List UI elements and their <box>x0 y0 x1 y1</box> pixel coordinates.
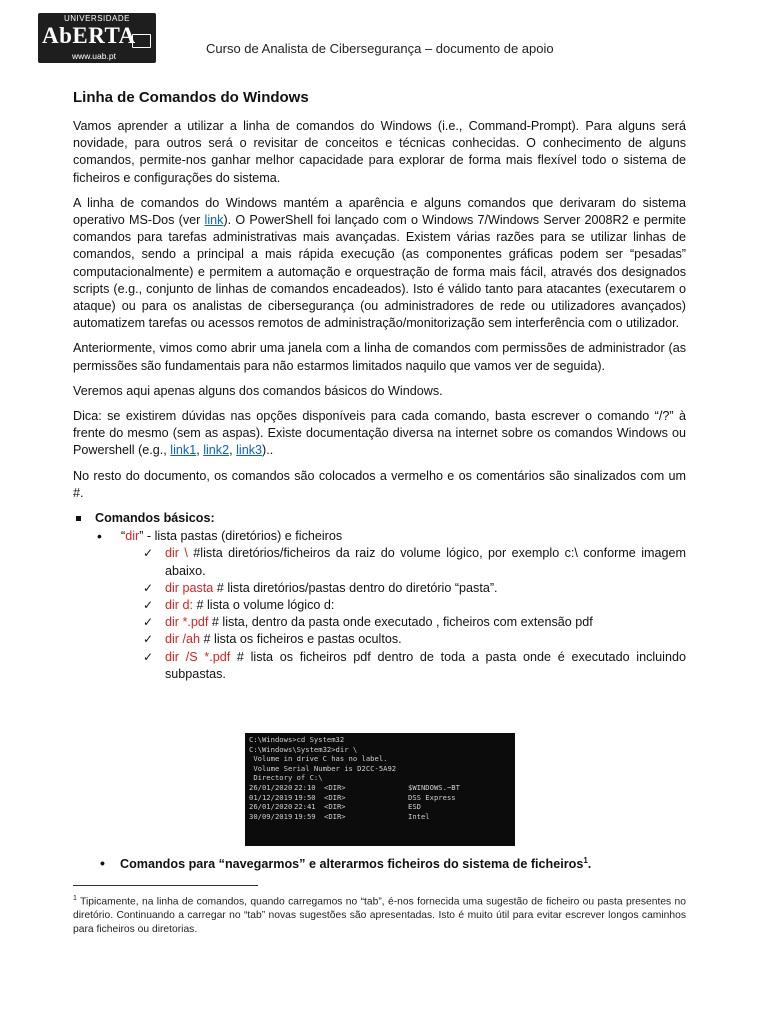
uab-logo <box>38 13 156 63</box>
row-time: 19:50 <box>294 792 316 802</box>
paragraph-basic: Veremos aqui apenas alguns dos comandos básicos do Windows. <box>73 383 443 398</box>
checkmark-icon: ✓ <box>143 546 154 561</box>
paragraph-text: A linha de comandos do Windows mantém a aparência e alguns comandos que derivaram do sistema operativo MS-Dos (ver <box>73 195 686 228</box>
paragraph-text: ). O PowerShell foi lançado com o Windows 7/Windows Server 2008R2 e permite comandos para tarefas administrativas mais avançadas. Existem várias razões para se utilizar linhas de comandos, sendo a principal a mais rápida execução (as componentes gráficas podem ser “pesadas” computacionalmente) e permitem a automação e orquestração de forma mais fácil, através dos designados scripts (e.g., conjunto de linhas de comandos encadeados). Isto é válido tanto para atacantes (executarem o ataque) ou para os analistas de cibersegurança (ou administradores de rede ou utilizadores avançados) automatizem tarefas ou acessos remotos de administração/monitorização sem interferência com o utilizador. <box>73 213 686 331</box>
row-type: <DIR> <box>324 811 346 821</box>
comment: # lista diretórios/pastas dentro do diretório “pasta”. <box>213 580 498 595</box>
command: dir /S *.pdf <box>165 649 231 664</box>
command: dir d: <box>165 598 193 613</box>
terminal-line: Directory of C:\ <box>249 773 323 783</box>
bullet-icon: • <box>100 855 105 871</box>
terminal-row <box>249 793 511 803</box>
msdos-link[interactable]: link <box>204 213 224 228</box>
heading-label: Comandos para “navegarmos” e alterarmos ficheiros do sistema de ficheiros <box>120 857 584 872</box>
terminal-row <box>249 783 511 793</box>
dir-item <box>73 528 686 545</box>
logo-name: AbERTA <box>42 23 136 48</box>
comment: # lista, dentro da pasta onde executado , ficheiros com extensão pdf <box>208 615 593 630</box>
paragraph-text: Dica: se existirem dúvidas nas opções disponíveis para cada comando, basta escrever o comando “/?” à frente do mesmo (sem as aspas). Existe documentação diversa na internet sobre os comandos Windows ou Powershell (e.g., <box>73 409 686 458</box>
paragraph-admin: Anteriormente, vimos como abrir uma janela com a linha de comandos com permissões de administrador (as permissões são fundamentais para não estarmos limitados naquilo que vamos ver de seguida). <box>73 341 686 373</box>
row-name: DSS Express <box>408 792 456 802</box>
row-type: <DIR> <box>324 792 346 802</box>
row-time: 22:41 <box>294 802 316 812</box>
footnote <box>73 892 686 937</box>
command: dir \ <box>165 546 188 561</box>
logo-url: www.uab.pt <box>72 51 116 61</box>
quote: “ <box>121 529 126 544</box>
row-date: 01/12/2019 <box>249 792 293 802</box>
nav-commands-heading <box>100 856 591 871</box>
paragraph-tip <box>73 408 686 460</box>
separator: , <box>229 443 237 458</box>
terminal-line: Volume in drive C has no label. <box>249 754 388 764</box>
row-name: Intel <box>408 811 430 821</box>
list-item <box>73 597 686 614</box>
list-item <box>73 631 686 648</box>
list-item <box>73 649 686 683</box>
bullet-icon: • <box>97 528 102 545</box>
comment: # lista o volume lógico d: <box>193 598 335 613</box>
comment: # lista os ficheiros e pastas ocultos. <box>200 632 402 647</box>
comment: # lista os ficheiros pdf dentro de toda a pasta onde é executado incluindo subpastas. <box>165 649 686 681</box>
dir-description: ” - lista pastas (diretórios) e ficheiros <box>139 529 343 544</box>
row-time: 19:59 <box>294 811 316 821</box>
heading-label: Comandos básicos: <box>95 511 215 526</box>
comment: #lista diretórios/ficheiros da raiz do volume lógico, por exemplo c:\ conforme imagem abaixo. <box>165 546 686 578</box>
checkmark-icon: ✓ <box>143 580 154 595</box>
list-item <box>73 580 686 597</box>
command: dir *.pdf <box>165 615 209 630</box>
page-title: Linha de Comandos do Windows <box>73 89 309 106</box>
dir-command: dir <box>125 529 140 544</box>
command: dir pasta <box>165 580 214 595</box>
separator: , <box>196 443 204 458</box>
footnote-mark: 1 <box>73 895 77 902</box>
command: dir /ah <box>165 632 201 647</box>
terminal-screenshot <box>245 733 515 846</box>
doc-link-2[interactable]: link2 <box>203 443 230 458</box>
footnote-divider <box>73 885 258 886</box>
row-type: <DIR> <box>324 782 346 792</box>
dir-examples-list <box>73 545 686 683</box>
paragraph-history <box>73 195 686 333</box>
row-date: 26/01/2020 <box>249 782 293 792</box>
footnote-ref: 1 <box>583 856 588 865</box>
square-bullet-icon <box>76 516 81 521</box>
logo-university: UNIVERSIDADE <box>63 14 130 23</box>
terminal-row <box>249 812 511 822</box>
terminal-line: C:\Windows>cd System32 <box>249 735 345 744</box>
row-date: 26/01/2020 <box>249 802 293 812</box>
paragraph-conventions: No resto do documento, os comandos são colocados a vermelho e os comentários são sinalizados com um #. <box>73 468 686 500</box>
checkmark-icon: ✓ <box>143 649 154 664</box>
terminal-line: Volume Serial Number is D2CC-5A92 <box>249 763 397 773</box>
list-item <box>73 614 686 631</box>
list-item <box>73 545 686 579</box>
checkmark-icon: ✓ <box>143 615 154 630</box>
footnote-text: Tipicamente, na linha de comandos, quando carregamos no “tab”, é-nos fornecida uma sugestão de ficheiro ou pasta presentes no diretório. Continuando a carregar no “tab” novas sugestões são apresentadas. Isto é muito útil para evitar escrever longos caminhos para ficheiros ou diretorias. <box>73 896 686 936</box>
row-time: 22:10 <box>294 782 316 792</box>
row-name: $WINDOWS.~BT <box>408 782 460 792</box>
document-body <box>73 88 686 683</box>
doc-link-3[interactable]: link3 <box>236 443 263 458</box>
checkmark-icon: ✓ <box>143 632 154 647</box>
paragraph-intro: Vamos aprender a utilizar a linha de comandos do Windows (i.e., Command-Prompt). Para alguns será novidade, para outros será o revisitar de conceitos e técnicas conhecidas. O conhecimento de alguns comandos, permite-nos ganhar melhor capacidade para explorar de forma mais flexível todo o sistema de ficheiros e configurações do sistema. <box>73 119 686 185</box>
row-name: ESD <box>408 802 421 812</box>
header-title: Curso de Analista de Cibersegurança – documento de apoio <box>206 41 554 56</box>
checkmark-icon: ✓ <box>143 598 154 613</box>
doc-link-1[interactable]: link1 <box>170 443 197 458</box>
row-type: <DIR> <box>324 802 346 812</box>
row-date: 30/09/2019 <box>249 811 293 821</box>
terminal-row <box>249 802 511 812</box>
monitor-icon <box>132 34 151 48</box>
basic-commands-heading <box>73 510 686 527</box>
period: . <box>587 857 592 872</box>
paragraph-text: ).. <box>262 443 274 458</box>
terminal-line: C:\Windows\System32>dir \ <box>249 744 358 754</box>
